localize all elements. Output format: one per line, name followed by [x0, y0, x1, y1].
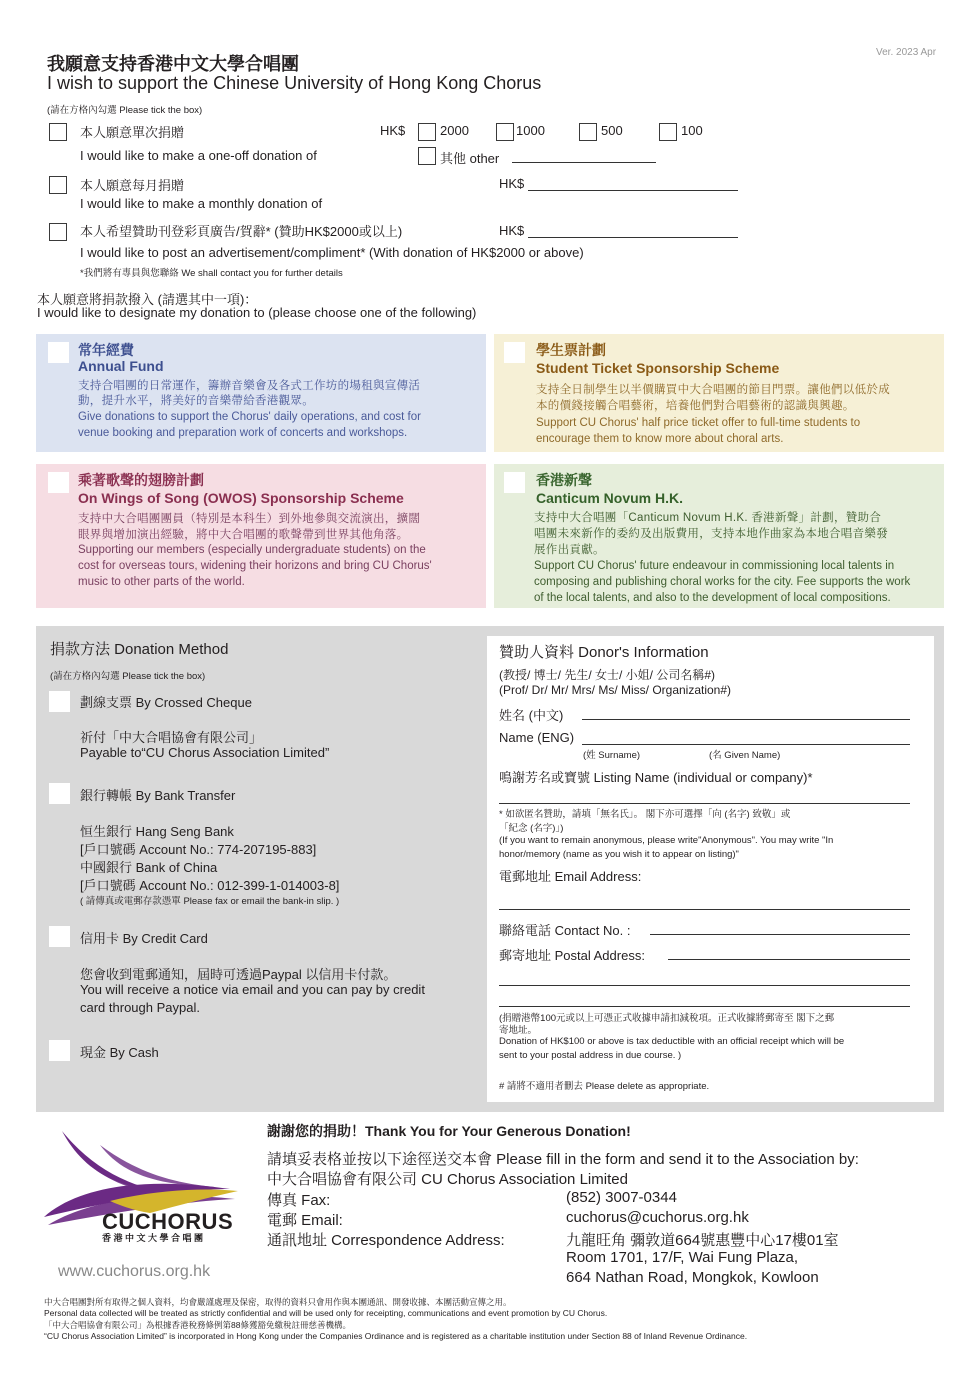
credit-checkbox[interactable]	[49, 926, 70, 947]
tax-note-en-1: Donation of HK$100 or above is tax deductible with an official receipt which will be	[499, 1036, 845, 1047]
amount-2000-label: 2000	[440, 123, 469, 138]
thanks-line: 謝謝您的捐助！Thank You for Your Generous Donation!	[267, 1123, 631, 1139]
privacy-zh: 中大合唱團對所有取得之個人資料，均會嚴謹處理及保密，取得的資料只會用作與本團通訊、開發收據、本團活動宣傳之用。	[44, 1297, 512, 1307]
annual-fund-title-zh: 常年經費	[78, 342, 134, 358]
oneoff-checkbox[interactable]	[49, 123, 67, 141]
listing-note-en-2: honor/memory (name as you wish it to appear on listing)"	[499, 849, 739, 860]
annual-fund-body-zh-1: 支持合唱團的日常運作，籌辦音樂會及各式工作坊的場租與宣傳活	[78, 380, 421, 392]
contact-line[interactable]	[650, 934, 910, 935]
owos-panel	[36, 464, 486, 608]
name-zh-line[interactable]	[582, 719, 910, 720]
oneoff-en: I would like to make a one-off donation of	[80, 148, 317, 163]
amount-100-checkbox[interactable]	[659, 123, 677, 141]
cuchorus-logo	[40, 1125, 240, 1255]
annual-fund-checkbox[interactable]	[48, 342, 69, 363]
student-ticket-body-en-1: Support CU Chorus' half price ticket offer to full-time students to	[536, 417, 861, 429]
canticum-body-zh-2: 唱團未來新作的委約及出版費用，支持本地作曲家為本地合唱音樂發	[534, 528, 888, 540]
amount-1000-label: 1000	[516, 123, 545, 138]
email-line[interactable]	[499, 909, 910, 910]
student-ticket-body-zh-1: 支持全日制學生以半價購買中大合唱團的節目門票。讓他們以低於成	[536, 384, 890, 396]
monthly-en: I would like to make a monthly donation of	[80, 196, 323, 211]
annual-fund-panel	[36, 334, 486, 452]
listing-note-zh-2: 「紀念 (名字)」)	[499, 823, 564, 834]
bank-note: ( 請傳真或電郵存款憑單 Please fax or email the bank-in slip. )	[80, 896, 340, 907]
name-zh-label: 姓名 (中文)	[499, 708, 564, 723]
amount-1000-checkbox[interactable]	[496, 123, 514, 141]
amount-other-line[interactable]	[512, 162, 656, 163]
fax-value: (852) 3007-0344	[566, 1189, 677, 1206]
method-tick-note: (請在方格內勾選 Please tick the box)	[50, 671, 206, 682]
student-ticket-body-en-2: encourage them to know more about choral arts.	[536, 433, 784, 445]
canticum-title-en: Canticum Novum H.K.	[536, 490, 684, 506]
address-label: 通訊地址 Correspondence Address:	[267, 1232, 505, 1249]
version-label: Ver. 2023 Apr	[876, 47, 937, 58]
canticum-body-zh-3: 展作出貢獻。	[534, 544, 605, 556]
owos-title-en: On Wings of Song (OWOS) Sponsorship Scheme	[78, 490, 404, 506]
canticum-body-zh-1: 支持中大合唱團「Canticum Novum H.K. 香港新聲」計劃，贊助合	[534, 512, 882, 524]
cash-label: 現金 By Cash	[80, 1045, 159, 1060]
website[interactable]: www.cuchorus.org.hk	[58, 1263, 211, 1280]
amount-other-checkbox[interactable]	[418, 147, 436, 165]
amount-500-checkbox[interactable]	[579, 123, 597, 141]
owos-body-en-3: music to other parts of the world.	[78, 576, 245, 588]
name-en-label: Name (ENG)	[499, 730, 575, 745]
cheque-label: 劃線支票 By Crossed Cheque	[80, 695, 252, 710]
bank-label: 銀行轉帳 By Bank Transfer	[80, 788, 236, 803]
surname-label: (姓 Surname)	[583, 750, 641, 761]
payable-en: Payable to“CU Chorus Association Limited”	[80, 745, 330, 760]
advert-checkbox[interactable]	[49, 223, 67, 241]
student-ticket-checkbox[interactable]	[504, 342, 525, 363]
listing-label: 鳴謝芳名或寶號 Listing Name (individual or company)*	[499, 770, 813, 785]
payable-zh: 祈付「中大合唱協會有限公司」	[80, 730, 263, 745]
student-ticket-panel	[494, 334, 944, 452]
logo-zh: 香 港 中 文 大 學 合 唱 團	[102, 1233, 204, 1243]
charity-zh: 「中大合唱協會有限公司」為根據香港稅務條例第88條獲豁免繳稅註冊慈善機構。	[44, 1320, 351, 1330]
postal-line-3[interactable]	[499, 1006, 910, 1007]
given-name-label: (名 Given Name)	[709, 750, 781, 761]
cash-checkbox[interactable]	[49, 1040, 70, 1061]
association-name: 中大合唱協會有限公司 CU Chorus Association Limited	[267, 1171, 628, 1188]
annual-fund-body-en-1: Give donations to support the Chorus' daily operations, and cost for	[78, 411, 421, 423]
monthly-amount-line[interactable]	[528, 190, 738, 191]
bank-checkbox[interactable]	[49, 783, 70, 804]
hangseng-label: 恒生銀行 Hang Seng Bank	[80, 824, 234, 839]
fax-label: 傳真 Fax:	[267, 1192, 331, 1209]
amount-other-label: 其他 other	[440, 151, 500, 166]
listing-note-zh-1: * 如欲匿名贊助，請填「無名氏」。 閣下亦可選擇「向 (名字) 致敬」或	[499, 809, 791, 820]
postal-line-2[interactable]	[499, 985, 910, 986]
email-contact-label: 電郵 Email:	[267, 1212, 343, 1229]
listing-note-en-1: (If you want to remain anonymous, please write"Anonymous". You may write "In	[499, 835, 834, 846]
privacy-en: Personal data collected will be treated as strictly confidential and will be used only for receipting, communications and event promotion by CU Chorus.	[44, 1308, 608, 1318]
amount-2000-checkbox[interactable]	[418, 123, 436, 141]
cheque-checkbox[interactable]	[49, 691, 70, 712]
student-ticket-title-zh: 學生票計劃	[536, 342, 606, 358]
logo-name: CUCHORUS	[102, 1209, 234, 1234]
credit-zh: 您會收到電郵通知，屆時可透過Paypal 以信用卡付款。	[80, 967, 397, 982]
student-ticket-body-zh-2: 本的價錢接觸合唱藝術，培養他們對合唱藝術的認識與興趣。	[536, 400, 855, 412]
charity-en: “CU Chorus Association Limited” is incorporated in Hong Kong under the Companies Ordinance and is registered as a charitable institution under Section 88 of Inland Revenue Ordinance.	[44, 1331, 748, 1341]
annual-fund-title-en: Annual Fund	[78, 358, 164, 374]
designate-zh: 本人願意將捐款撥入 (請選其中一項)：	[37, 292, 258, 307]
credit-en-2: card through Paypal.	[80, 1000, 200, 1015]
title-zh: 我願意支持香港中文大學合唱團	[47, 54, 299, 74]
amount-500-label: 500	[601, 123, 623, 138]
postal-label: 郵寄地址 Postal Address:	[499, 948, 645, 963]
amount-100-label: 100	[681, 123, 703, 138]
tax-note-zh-1: (捐贈港幣100元或以上可憑正式收據申請扣減稅項。正式收據將郵寄至 閣下之郵	[499, 1013, 835, 1024]
hangseng-account: [戶口號碼 Account No.: 774-207195-883]	[80, 842, 317, 857]
canticum-title-zh: 香港新聲	[536, 472, 592, 488]
oneoff-zh: 本人願意單次捐贈	[80, 125, 185, 140]
contact-label: 聯絡電話 Contact No. :	[499, 923, 631, 938]
owos-checkbox[interactable]	[48, 472, 69, 493]
owos-body-zh-2: 眼界與增加演出經驗，將中大合唱團的歌聲帶到世界其他角落。	[78, 529, 409, 541]
owos-body-zh-1: 支持中大合唱團團員（特別是本科生）到外地參與交流演出，擴闊	[78, 513, 421, 525]
student-ticket-title-en: Student Ticket Sponsorship Scheme	[536, 360, 780, 376]
annual-fund-body-zh-2: 動，提升水平，將美好的音樂帶給香港觀眾。	[78, 395, 314, 407]
monthly-zh: 本人願意每月捐贈	[80, 178, 185, 193]
tax-note-en-2: sent to your postal address in due course. )	[499, 1050, 682, 1061]
canticum-body-en-2: composing and publishing choral works for the city. Fee supports the work	[534, 576, 911, 588]
method-title: 捐款方法 Donation Method	[50, 641, 229, 658]
delete-note: # 請將不適用者刪去 Please delete as appropriate.	[499, 1081, 710, 1092]
designate-en: I would like to designate my donation to (please choose one of the following)	[37, 305, 477, 320]
advert-note: *我們將有專員與您聯絡 We shall contact you for further details	[80, 268, 343, 279]
name-en-line[interactable]	[582, 744, 910, 745]
advert-hkd: HK$	[499, 223, 525, 238]
canticum-body-en-3: of the local talents, and also to the development of local compositions.	[534, 592, 891, 604]
oneoff-hkd: HK$	[380, 123, 406, 138]
boc-label: 中國銀行 Bank of China	[80, 860, 218, 875]
email-label: 電郵地址 Email Address:	[499, 869, 642, 884]
owos-body-en-1: Supporting our members (especially undergraduate students) on the	[78, 544, 426, 556]
tax-note-zh-2: 寄地址。	[499, 1025, 538, 1036]
salutation-en: (Prof/ Dr/ Mr/ Mrs/ Ms/ Miss/ Organization#)	[499, 683, 732, 697]
canticum-body-en-1: Support CU Chorus' future endeavour in commissioning local talents in	[534, 560, 895, 572]
email-contact-value[interactable]: cuchorus@cuchorus.org.hk	[566, 1209, 749, 1226]
owos-body-en-2: cost for overseas tours, widening their horizons and bring CU Chorus'	[78, 560, 432, 572]
salutation-zh: (教授/ 博士/ 先生/ 女士/ 小姐/ 公司名稱#)	[499, 668, 716, 682]
canticum-panel	[494, 464, 944, 608]
credit-en-1: You will receive a notice via email and you can pay by credit	[80, 982, 425, 997]
fill-line: 請填妥表格並按以下途徑送交本會 Please fill in the form and send it to the Association by:	[267, 1151, 859, 1168]
postal-line-1[interactable]	[668, 959, 910, 960]
advert-zh: 本人希望贊助刊登彩頁廣告/賀辭* (贊助HK$2000或以上)	[80, 224, 403, 239]
advert-amount-line[interactable]	[528, 237, 738, 238]
tick-note: (請在方格內勾選 Please tick the box)	[47, 105, 203, 116]
monthly-hkd: HK$	[499, 176, 525, 191]
canticum-checkbox[interactable]	[504, 472, 525, 493]
title-en: I wish to support the Chinese University of Hong Kong Chorus	[47, 73, 542, 93]
owos-title-zh: 乘著歌聲的翅膀計劃	[78, 472, 204, 488]
address-en-2: 664 Nathan Road, Mongkok, Kowloon	[566, 1269, 819, 1286]
address-en-1: Room 1701, 17/F, Wai Fung Plaza,	[566, 1249, 799, 1266]
donor-title: 贊助人資料 Donor's Information	[499, 644, 709, 661]
annual-fund-body-en-2: venue booking and preparation work of concerts and workshops.	[78, 427, 408, 439]
address-zh: 九龍旺角 彌敦道664號惠豐中心17樓01室	[566, 1232, 839, 1249]
listing-line[interactable]	[499, 803, 910, 804]
boc-account: [戶口號碼 Account No.: 012-399-1-014003-8]	[80, 878, 340, 893]
credit-label: 信用卡 By Credit Card	[80, 931, 208, 946]
monthly-checkbox[interactable]	[49, 176, 67, 194]
advert-en: I would like to post an advertisement/compliment* (With donation of HK$2000 or above)	[80, 245, 584, 260]
